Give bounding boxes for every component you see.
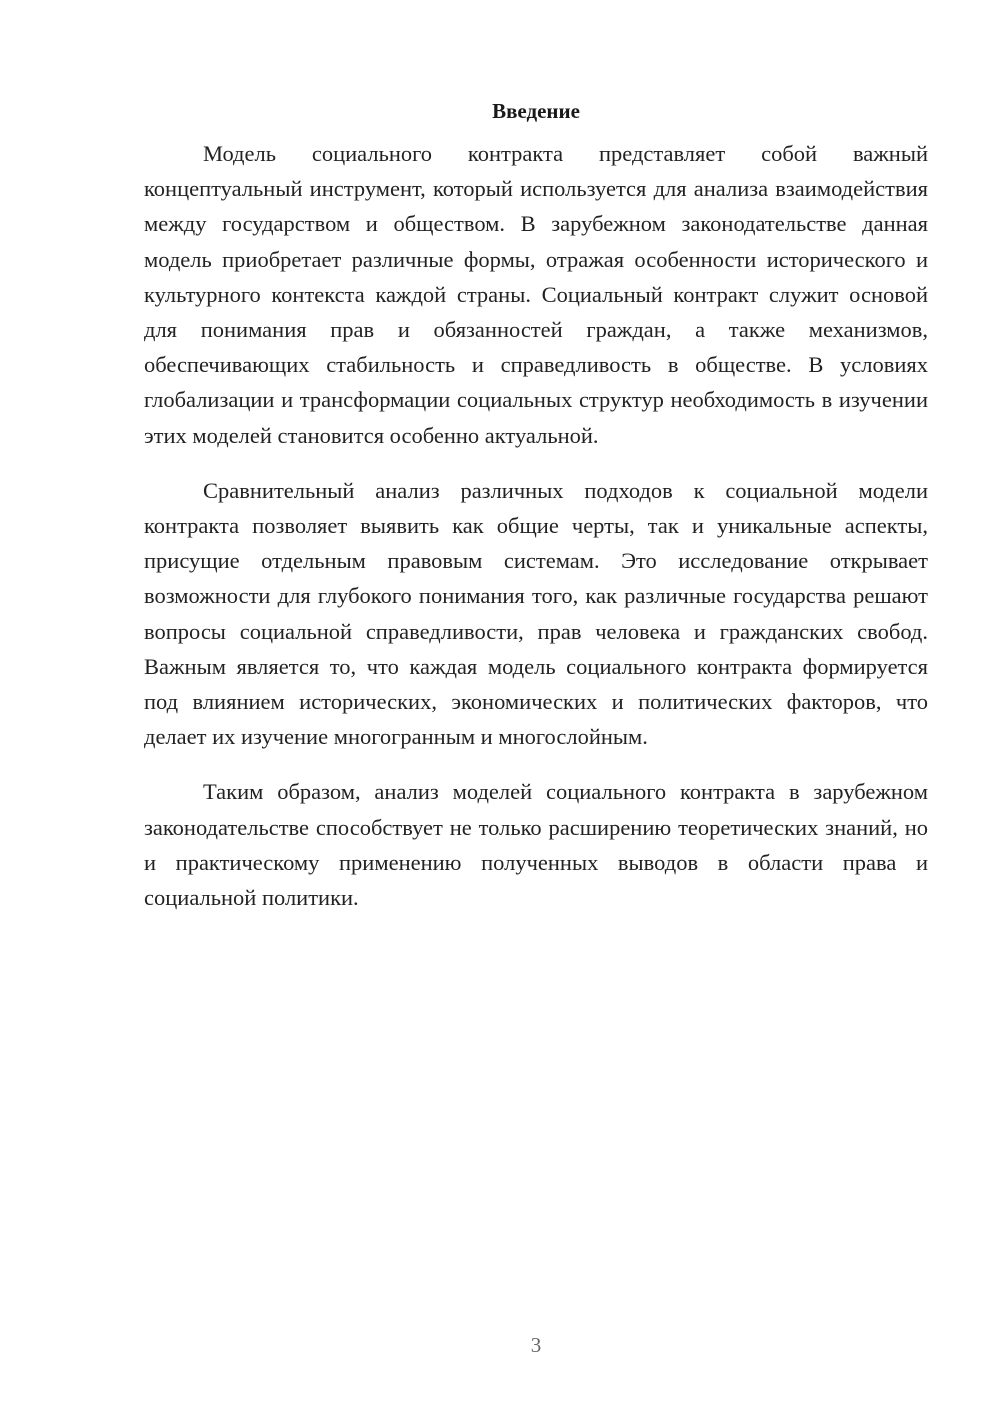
paragraph-3: Таким образом, анализ моделей социального контракта в зарубежном законодательстве способствует не только расширению теоретических знаний, но и практическому применению полученных выводов в области права и социальной политики. (144, 779, 928, 911)
paragraph-2: Сравнительный анализ различных подходов к социальной модели контракта позволяет выявить как общие черты, так и уникальные аспекты, присущие отдельным правовым системам. Это исследование открывает возможности для глубокого понимания того, как различные государства решают вопросы социальной справедливости, прав человека и гражданских свобод. Важным является то, что каждая модель социального контракта формируется под влиянием исторических, экономических и политических факторов, что делает их изучение многогранным и многослойным. (144, 477, 928, 750)
section-title: Введение (492, 99, 580, 123)
paragraph-1: Модель социального контракта представляет собой важный концептуальный инструмент, который используется для анализа взаимодействия между государством и обществом. В зарубежном законодательстве данная модель приобретает различные формы, отражая особенности исторического и культурного контекста каждой страны. Социальный контракт служит основой для понимания прав и обязанностей граждан, а также механизмов, обеспечивающих стабильность и справедливость в обществе. В условиях глобализации и трансформации социальных структур необходимость в изучении этих моделей становится особенно актуальной. (144, 141, 928, 448)
page-content (144, 96, 928, 935)
page-number: 3 (530, 1333, 542, 1357)
